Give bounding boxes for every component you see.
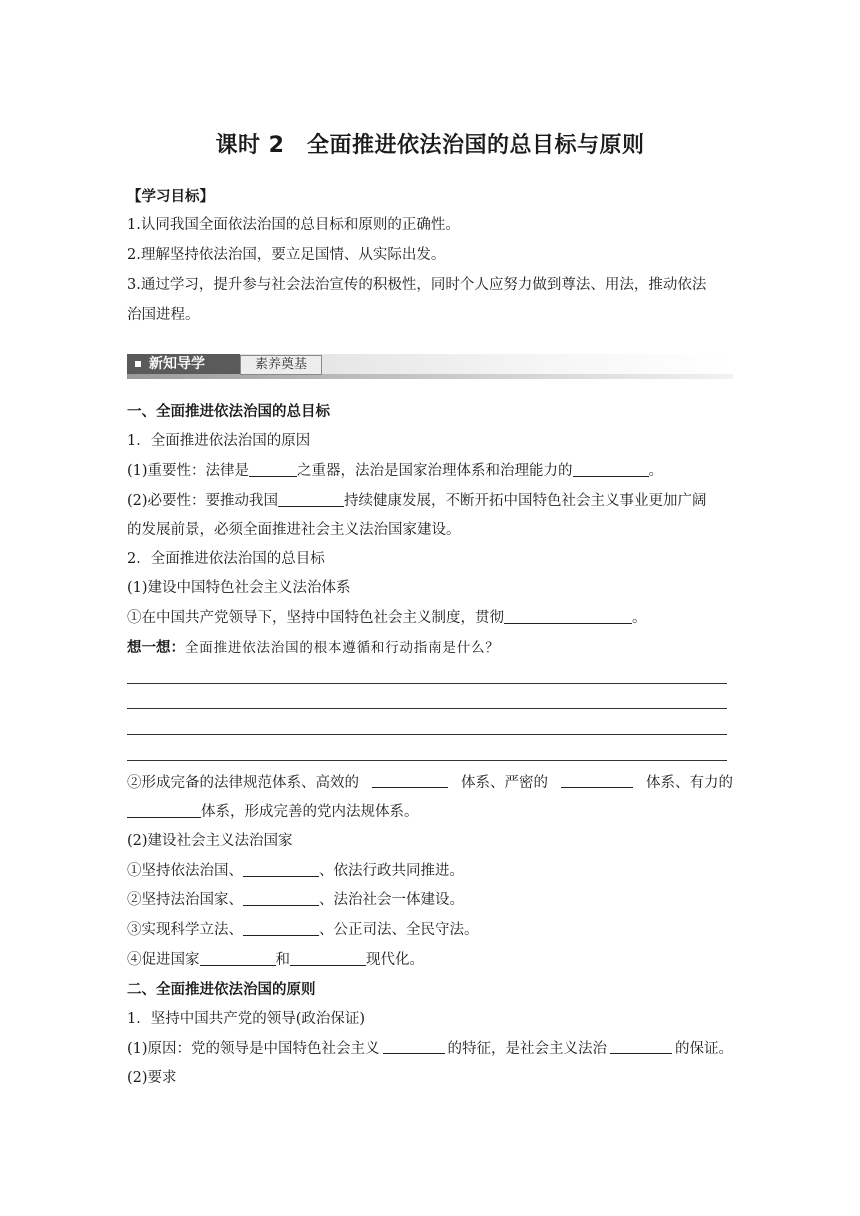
answer-line <box>127 708 727 709</box>
paragraph-item-1: ①坚持依法治国、 、依法行政共同推进。 <box>127 863 464 879</box>
fill-blank <box>290 951 366 966</box>
fill-blank <box>278 492 344 507</box>
paragraph-necessity-line-2: 的发展前景，必须全面推进社会主义法治国家建设。 <box>127 522 461 538</box>
objective-2: 2.理解坚持依法治国，要立足国情、从实际出发。 <box>127 247 446 263</box>
paragraph-systems-line-2: 体系，形成完善的党内法规体系。 <box>127 802 419 822</box>
fill-blank <box>243 921 319 936</box>
section2-heading: 二、全面推进依法治国的原则 <box>127 982 316 998</box>
objective-1: 1.认同我国全面依法治国的总目标和原则的正确性。 <box>127 217 460 233</box>
fill-blank <box>127 803 201 818</box>
paragraph-necessity: (2)必要性：要推动我国 持续健康发展，不断开拓中国特色社会主义事业更加广阔 <box>127 493 707 509</box>
think-text: 全面推进依法治国的根本遵循和行动指南是什么？ <box>185 640 500 656</box>
fill-blank <box>200 951 276 966</box>
banner-main-tab <box>127 354 240 374</box>
paragraph-rule-of-law-country: (2)建设社会主义法治国家 <box>127 833 293 849</box>
objectives-heading: 【学习目标】 <box>127 189 214 205</box>
objective-3-line-1: 3.通过学习，提升参与社会法治宣传的积极性，同时个人应努力做到尊法、用法，推动依法 <box>127 277 707 293</box>
answer-line <box>127 734 727 735</box>
fill-blank <box>504 609 632 624</box>
paragraph-party-leadership: (1)原因：党的领导是中国特色社会主义 的特征，是社会主义法治 的保证。 <box>127 1041 733 1057</box>
paragraph-leadership: ①在中国共产党领导下，坚持中国特色社会主义制度，贯彻 。 <box>127 610 647 626</box>
section1-sub2: 2．全面推进依法治国的总目标 <box>127 551 325 567</box>
fill-blank <box>573 462 649 477</box>
think-label: 想一想： <box>127 640 185 656</box>
paragraph-item-3: ③实现科学立法、 、公正司法、全民守法。 <box>127 922 479 938</box>
fill-blank <box>372 773 448 788</box>
objective-3-line-2: 治国进程。 <box>127 307 200 323</box>
section1-sub1: 1．全面推进依法治国的原因 <box>127 433 311 449</box>
fill-blank <box>383 1039 445 1054</box>
fill-blank <box>243 862 319 877</box>
paragraph-importance: (1)重要性：法律是 之重器，法治是国家治理体系和治理能力的 。 <box>127 463 664 479</box>
square-bullet-icon <box>135 361 141 367</box>
fill-blank <box>249 462 297 477</box>
fill-blank <box>610 1039 672 1054</box>
section2-sub1: 1．坚持中国共产党的领导(政治保证) <box>127 1011 366 1027</box>
paragraph-item-2: ②坚持法治国家、 、法治社会一体建设。 <box>127 892 464 908</box>
paragraph-systems: ②形成完备的法律规范体系、高效的 体系、严密的 体系、有力的 <box>127 775 733 791</box>
answer-line <box>127 683 727 684</box>
banner-sub-label: 素养奠基 <box>240 355 322 375</box>
paragraph-legal-system: (1)建设中国特色社会主义法治体系 <box>127 580 351 596</box>
banner-main-label: 新知导学 <box>149 356 205 372</box>
section1-heading: 一、全面推进依法治国的总目标 <box>127 404 330 420</box>
fill-blank <box>243 891 319 906</box>
paragraph-requirements: (2)要求 <box>127 1070 177 1086</box>
fill-blank <box>561 773 633 788</box>
think-question <box>127 638 500 658</box>
section-banner <box>127 354 733 379</box>
paragraph-item-4: ④促进国家 和 现代化。 <box>127 952 424 968</box>
answer-line <box>127 760 727 761</box>
page-title: 课时 2 全面推进依法治国的总目标与原则 <box>215 133 645 158</box>
